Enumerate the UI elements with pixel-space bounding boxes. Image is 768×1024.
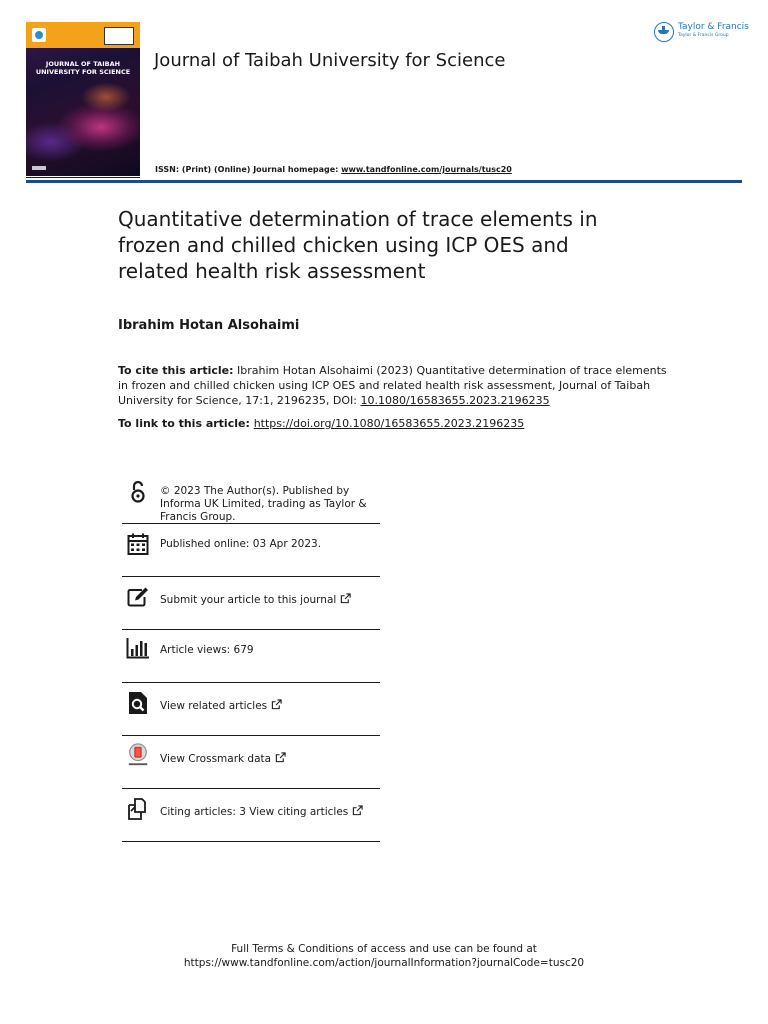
citing-icon bbox=[126, 797, 150, 821]
list-item-crossmark[interactable] bbox=[122, 736, 380, 789]
cover-title-line: UNIVERSITY FOR SCIENCE bbox=[35, 68, 131, 76]
cite-label: To cite this article: bbox=[118, 364, 234, 377]
article-views-text: Article views: 679 bbox=[160, 644, 254, 656]
bar-chart-icon bbox=[126, 636, 150, 660]
issn-text: ISSN: (Print) (Online) Journal homepage: bbox=[155, 165, 342, 174]
external-link-icon bbox=[340, 593, 351, 604]
article-url-link[interactable]: https://doi.org/10.1080/16583655.2023.2196235 bbox=[253, 417, 525, 430]
terms-footer bbox=[0, 942, 768, 970]
submit-article-label: Submit your article to this journal bbox=[160, 594, 337, 606]
citing-articles-link[interactable] bbox=[160, 805, 363, 819]
article-info-list bbox=[122, 476, 380, 842]
citing-articles-label: Citing articles: 3 View citing articles bbox=[160, 806, 349, 818]
publisher-logo[interactable] bbox=[654, 22, 749, 42]
list-item-citing[interactable] bbox=[122, 789, 380, 842]
issn-line bbox=[155, 165, 512, 174]
citation-block bbox=[118, 363, 678, 408]
taylor-francis-icon bbox=[654, 22, 674, 42]
related-articles-link[interactable] bbox=[160, 699, 282, 713]
journal-homepage-link[interactable]: www.tandfonline.com/journals/tusc20 bbox=[341, 165, 512, 174]
open-access-icon bbox=[126, 480, 150, 504]
cover-footer-mark bbox=[32, 166, 46, 170]
journal-logo-icon bbox=[104, 27, 134, 45]
terms-line: Full Terms & Conditions of access and use can be found at bbox=[231, 943, 537, 955]
doi-link[interactable]: 10.1080/16583655.2023.2196235 bbox=[360, 394, 550, 407]
copyright-text: © 2023 The Author(s). Published by Informa UK Limited, trading as Taylor & Francis Group. bbox=[160, 485, 367, 523]
article-title: Quantitative determination of trace elements in frozen and chilled chicken using ICP OES and related health risk assessment bbox=[118, 207, 598, 283]
list-item-views bbox=[122, 630, 380, 683]
calendar-icon bbox=[126, 532, 150, 556]
cite-text: Ibrahim Hotan Alsohaimi (2023) Quantitative determination of trace elements in frozen and chilled chicken using ICP OES and related health risk assessment, Journal of Taibah University for Science, 17:1, 2196235, DOI: bbox=[118, 364, 667, 407]
cover-title-line: JOURNAL OF TAIBAH bbox=[45, 60, 121, 68]
submit-article-link[interactable] bbox=[160, 593, 351, 607]
edit-icon bbox=[126, 585, 150, 609]
publisher-brand: Taylor & Francis bbox=[678, 22, 749, 32]
list-item-published bbox=[122, 524, 380, 577]
related-search-icon bbox=[126, 691, 150, 715]
cover-underline bbox=[26, 177, 140, 178]
crossmark-icon bbox=[126, 743, 150, 767]
publisher-group: Taylor & Francis Group bbox=[678, 33, 729, 38]
journal-cover-image bbox=[26, 22, 140, 176]
published-date-text: Published online: 03 Apr 2023. bbox=[160, 538, 322, 550]
external-link-icon bbox=[275, 752, 286, 763]
external-link-icon bbox=[271, 699, 282, 710]
header-rule bbox=[26, 180, 742, 183]
list-item-copyright bbox=[122, 476, 380, 524]
related-articles-label: View related articles bbox=[160, 700, 268, 712]
article-link-line bbox=[118, 417, 524, 430]
university-logo-icon bbox=[32, 28, 46, 42]
article-author: Ibrahim Hotan Alsohaimi bbox=[118, 318, 300, 333]
terms-url[interactable]: https://www.tandfonline.com/action/journalInformation?journalCode=tusc20 bbox=[183, 957, 585, 969]
list-item-submit[interactable] bbox=[122, 577, 380, 630]
list-item-related[interactable] bbox=[122, 683, 380, 736]
external-link-icon bbox=[352, 805, 363, 816]
link-label: To link to this article: bbox=[118, 417, 254, 430]
crossmark-link[interactable] bbox=[160, 752, 286, 766]
journal-title[interactable]: Journal of Taibah University for Science bbox=[154, 50, 506, 71]
crossmark-label: View Crossmark data bbox=[160, 753, 272, 765]
cover-title bbox=[26, 60, 140, 76]
cover-glow bbox=[81, 82, 131, 112]
